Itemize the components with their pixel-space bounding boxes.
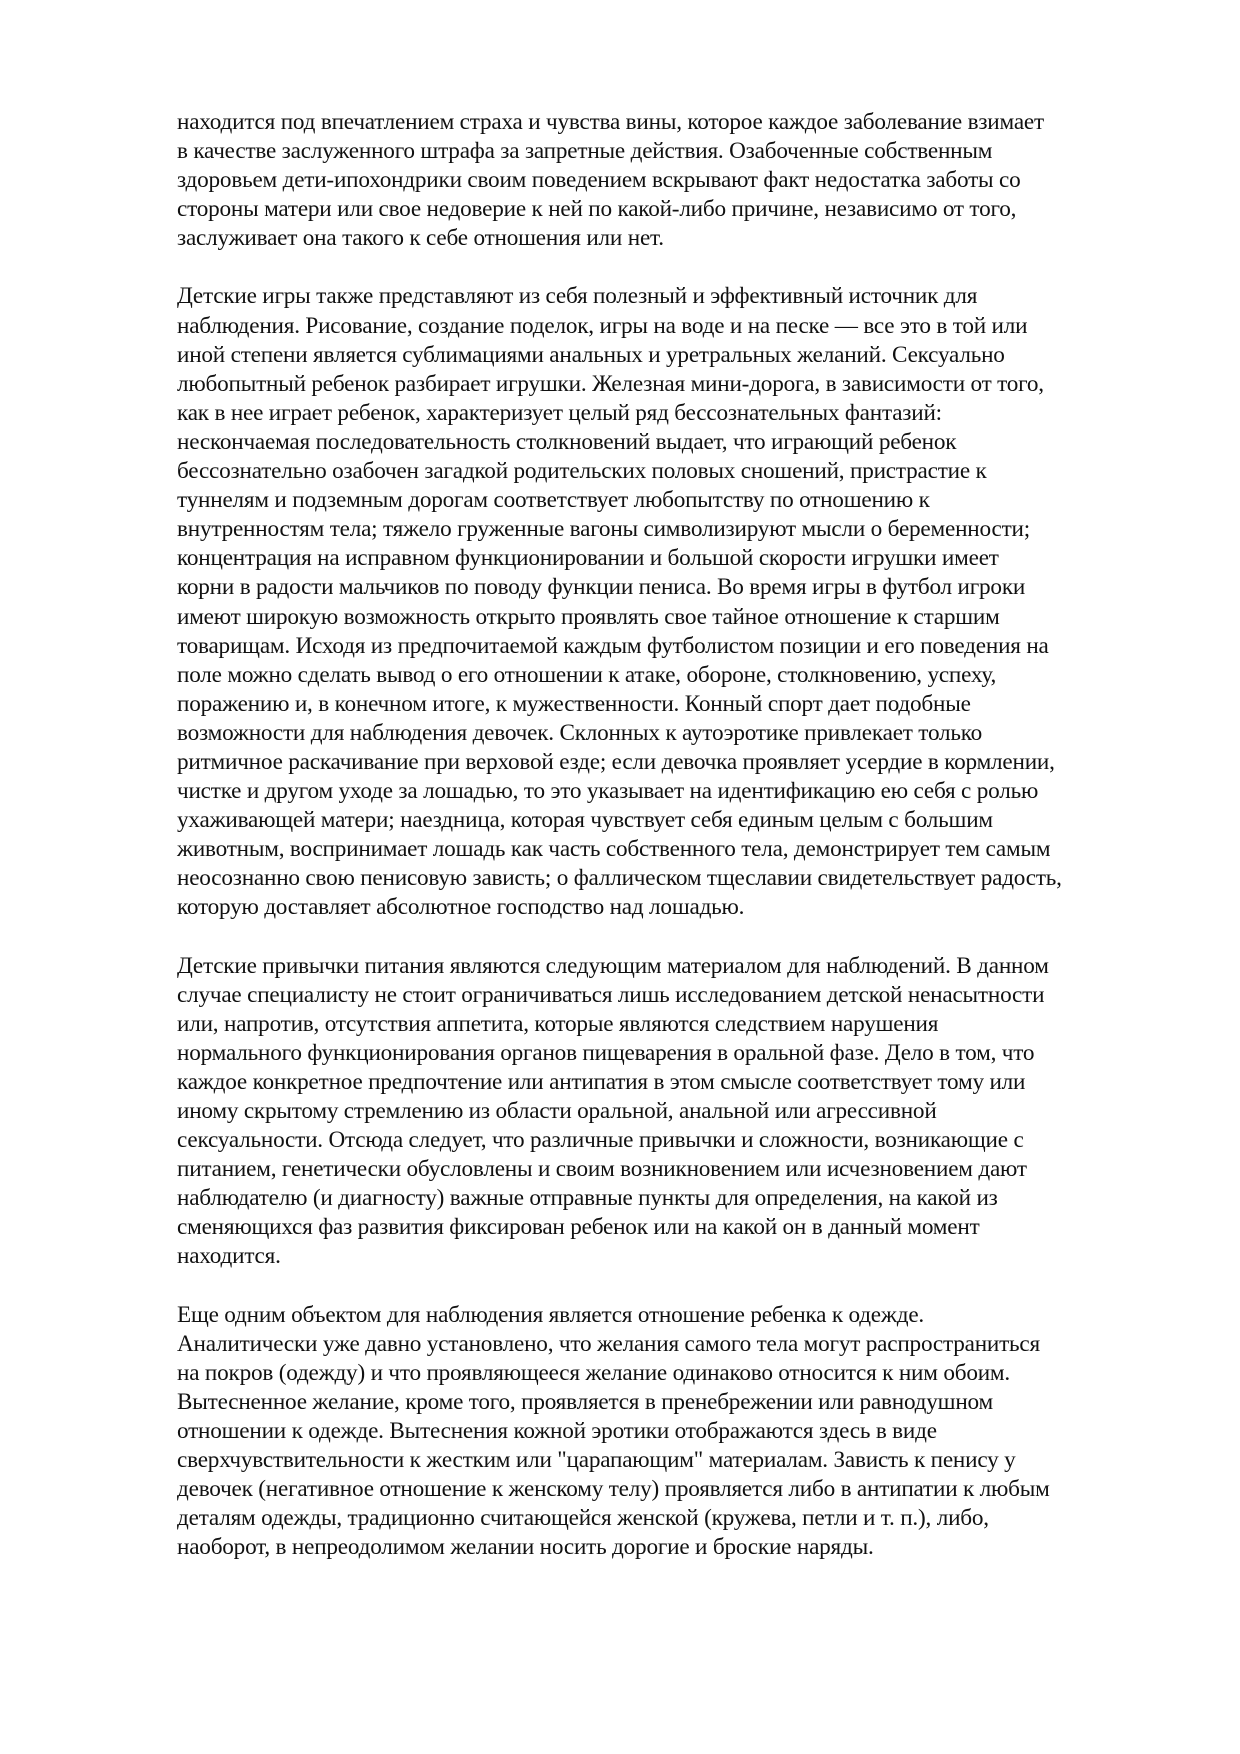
text-line: корни в радости мальчиков по поводу функции пениса. Во время игры в футбол игроки (177, 574, 1026, 601)
text-line: любопытный ребенок разбирает игрушки. Железная мини-дорога, в зависимости от того, (177, 370, 1044, 397)
text-line: Детские привычки питания являются следующим материалом для наблюдений. В данном (177, 952, 1049, 979)
text-line: концентрация на исправном функционировании и большой скорости игрушки имеет (177, 545, 999, 572)
text-line: внутренностям тела; тяжело груженные вагоны символизируют мысли о беременности; (177, 516, 1030, 543)
text-line: или, напротив, отсутствия аппетита, которые являются следствием нарушения (177, 1010, 939, 1037)
text-line: каждое конкретное предпочтение или антипатия в этом смысле соответствует тому или (177, 1068, 1026, 1095)
text-line: товарищам. Исходя из предпочитаемой каждым футболистом позиции и его поведения на (177, 632, 1049, 659)
paragraph (177, 282, 1157, 922)
text-line: Вытесненное желание, кроме того, проявляется в пренебрежении или равнодушном (177, 1388, 993, 1415)
text-line: поле можно сделать вывод о его отношении к атаке, обороне, столкновению, успеху, (177, 661, 997, 688)
text-line: сменяющихся фаз развития фиксирован ребенок или на какой он в данный момент (177, 1214, 980, 1241)
text-line: девочек (негативное отношение к женскому телу) проявляется либо в антипатии к любым (177, 1476, 1050, 1503)
text-line: нескончаемая последовательность столкновений выдает, что играющий ребенок (177, 428, 957, 455)
text-line: как в нее играет ребенок, характеризует целый ряд бессознательных фантазий: (177, 399, 942, 426)
text-line: бессознательно озабочен загадкой родительских половых сношений, пристрастие к (177, 458, 987, 485)
text-line: иной степени является сублимациями анальных и уретральных желаний. Сексуально (177, 341, 1005, 368)
paragraph (177, 952, 1157, 1272)
text-line: Аналитически уже давно установлено, что желания самого тела могут распространиться (177, 1330, 1040, 1357)
text-line: случае специалисту не стоит ограничиваться лишь исследованием детской ненасытности (177, 981, 1045, 1008)
text-line: которую доставляет абсолютное господство над лошадью. (177, 894, 745, 921)
text-line: возможности для наблюдения девочек. Склонных к аутоэротике привлекает только (177, 719, 983, 746)
text-line: имеют широкую возможность открыто проявлять свое тайное отношение к старшим (177, 603, 1000, 630)
text-line: нормального функционирования органов пищеварения в оральной фазе. Дело в том, что (177, 1039, 1035, 1066)
text-line: ухаживающей матери; наездница, которая чувствует себя единым целым с большим (177, 807, 993, 834)
text-line: иному скрытому стремлению из области оральной, анальной или агрессивной (177, 1098, 937, 1124)
text-line: наблюдения. Рисование, создание поделок, игры на воде и на песке — все это в той или (177, 312, 1028, 339)
text-line: ритмичное раскачивание при верховой езде; если девочка проявляет усердие в кормлении, (177, 748, 1055, 775)
text-line: здоровьем дети-ипохондрики своим поведением вскрывают факт недостатка заботы со (177, 167, 1021, 194)
paragraph (177, 108, 1157, 253)
text-line: находится. (177, 1243, 281, 1270)
paragraph (177, 1301, 1157, 1563)
text-line: отношении к одежде. Вытеснения кожной эротики отображаются здесь в виде (177, 1417, 937, 1444)
text-line: заслуживает она такого к себе отношения или нет. (177, 225, 664, 252)
text-line: находится под впечатлением страха и чувства вины, которое каждое заболевание взимает (177, 109, 1044, 135)
text-line: наоборот, в непреодолимом желании носить дорогие и броские наряды. (177, 1534, 874, 1561)
text-line: питанием, генетически обусловлены и своим возникновением или исчезновением дают (177, 1156, 1027, 1183)
text-line: поражению и, в конечном итоге, к мужественности. Конный спорт дает подобные (177, 690, 971, 717)
document-page (177, 108, 1157, 1591)
text-line: Еще одним объектом для наблюдения является отношение ребенка к одежде. (177, 1301, 925, 1328)
text-line: чистке и другом уходе за лошадью, то это указывает на идентификацию ею себя с ролью (177, 778, 1039, 805)
text-line: животным, воспринимает лошадь как часть собственного тела, демонстрирует тем самым (177, 836, 1051, 863)
text-line: туннелям и подземным дорогам соответствует любопытству по отношению к (177, 487, 930, 514)
text-line: неосознанно свою пенисовую зависть; о фаллическом тщеславии свидетельствует радость, (177, 865, 1062, 892)
text-line: на покров (одежду) и что проявляющееся желание одинаково относится к ним обоим. (177, 1359, 1010, 1386)
text-line: в качестве заслуженного штрафа за запретные действия. Озабоченные собственным (177, 138, 993, 165)
text-line: сверхчувствительности к жестким или "царапающим" материалам. Зависть к пенису у (177, 1447, 1016, 1474)
text-line: стороны матери или свое недоверие к ней по какой-либо причине, независимо от того, (177, 196, 1017, 223)
text-line: сексуальности. Отсюда следует, что различные привычки и сложности, возникающие с (177, 1127, 1024, 1154)
text-line: Детские игры также представляют из себя полезный и эффективный источник для (177, 283, 978, 310)
text-line: деталям одежды, традиционно считающейся женской (кружева, петли и т. п.), либо, (177, 1505, 989, 1532)
text-line: наблюдателю (и диагносту) важные отправные пункты для определения, на какой из (177, 1185, 998, 1212)
